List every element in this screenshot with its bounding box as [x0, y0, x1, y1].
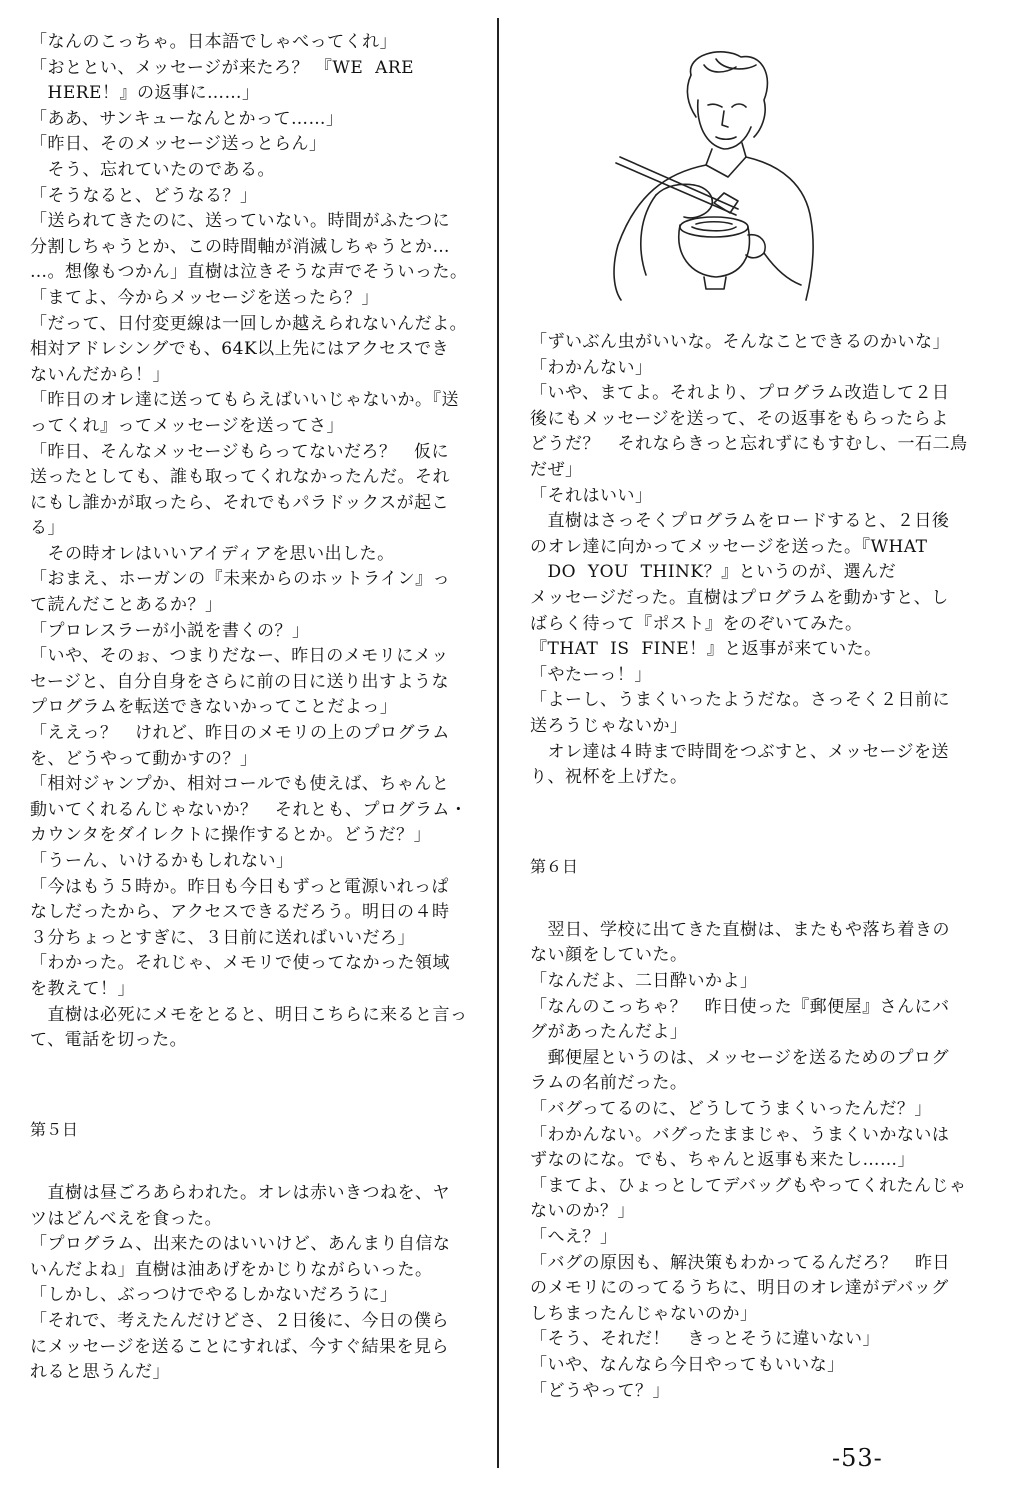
right-text-line: 「まてよ、ひょっとしてデバッグもやってくれたんじゃ	[530, 1175, 967, 1196]
left-text-line: れると思うんだ」	[30, 1362, 170, 1383]
paragraph-spacer	[30, 1143, 495, 1181]
right-text-line: 『THAT IS FINE！』と返事が来ていた。	[530, 639, 882, 660]
right-text-line: 郵便屋というのは、メッセージを送るためのプログ	[530, 1047, 949, 1068]
right-text-line: 後にもメッセージを送って、その返事をもらったらよ	[530, 408, 949, 429]
left-text-line: ないんだから！」	[30, 364, 170, 385]
left-text-line: その時オレはいいアイディアを思い出した。	[30, 543, 395, 564]
right-text-line: のメモリにのってるうちに、明日のオレ達がデバッグ	[530, 1278, 949, 1299]
right-text-line: 「ずいぶん虫がいいな。そんなことできるのかいな」	[530, 332, 950, 352]
right-column	[530, 330, 980, 1404]
paragraph-spacer	[530, 791, 980, 829]
left-text-line: を教えて！」	[30, 978, 135, 999]
left-text-line: プログラムを転送できないかってことだよっ」	[30, 697, 398, 718]
right-text-line: DO YOU THINK？』というのが、選んだ	[530, 562, 897, 583]
left-text-line: 「なんのこっちゃ。日本語でしゃべってくれ」	[30, 32, 398, 52]
left-text-line: 「まてよ、今からメッセージを送ったら？」	[30, 287, 379, 308]
section-heading: 第６日	[530, 857, 579, 877]
right-text-line: 「わかんない。バグったままじゃ、うまくいかないは	[530, 1124, 950, 1145]
left-text-line: カウンタをダイレクトに操作するとか。どうだ？」	[30, 825, 432, 846]
page-number: -53-	[832, 1444, 883, 1472]
paragraph-spacer	[530, 829, 980, 855]
right-text-line: 「バグってるのに、どうしてうまくいったんだ？」	[530, 1099, 932, 1120]
right-text-line: 送ろうじゃないか」	[530, 715, 688, 736]
right-text-line: 「どうやって？」	[530, 1380, 670, 1401]
left-text-line: 「ああ、サンキューなんとかって……」	[30, 108, 344, 129]
left-text-line: 「そうなると、どうなる？」	[30, 185, 258, 206]
left-text-line: HERE！』の返事に……」	[30, 83, 260, 104]
left-text-line: 「おととい、メッセージが来たろ？ 『WE ARE	[30, 57, 415, 78]
left-text-line: 「うーん、いけるかもしれない」	[30, 851, 294, 871]
paragraph-spacer	[30, 1054, 495, 1092]
left-text-line: を、どうやって動かすの？」	[30, 748, 258, 769]
right-text-line: 「それはいい」	[530, 485, 653, 506]
left-text-line: セージと、自分自身をさらに前の日に送り出すような	[30, 671, 449, 692]
left-text-line: て読んだことあるか？」	[30, 595, 223, 616]
left-text-line: いんだよね」直樹は油あげをかじりながらいった。	[30, 1259, 433, 1280]
right-text-line: ない顔をしていた。	[530, 945, 688, 966]
left-text-line: 「プロレスラーが小説を書くの？」	[30, 620, 310, 641]
right-text-line: ばらく待って『ポスト』をのぞいてみた。	[530, 613, 863, 634]
right-text-line: メッセージだった。直樹はプログラムを動かすと、し	[530, 587, 949, 608]
right-text-line: グがあったんだよ」	[530, 1022, 688, 1043]
left-text-line: 送ったとしても、誰も取ってくれなかったんだ。それ	[30, 467, 450, 488]
right-text-line: 「へえ？」	[530, 1227, 618, 1247]
left-text-line: 直樹は必死にメモをとると、明日こちらに来ると言っ	[30, 1004, 468, 1025]
right-text-line: 「やたーっ！」	[530, 664, 652, 685]
left-text-line: て、電話を切った。	[30, 1030, 188, 1051]
right-text-line: ラムの名前だった。	[530, 1073, 688, 1094]
right-text-line: 直樹はさっそくプログラムをロードすると、２日後	[530, 511, 950, 532]
illustration-man-eating-noodles	[596, 45, 846, 305]
right-text-line: オレ達は４時まで時間をつぶすと、メッセージを送	[530, 741, 949, 762]
left-text-line: ３分ちょっとすぎに、３日前に送ればいいだろ」	[30, 927, 415, 948]
left-text-line: 分割しちゃうとか、この時間軸が消滅しちゃうとか…	[30, 236, 450, 257]
right-text-line: 「いや、なんなら今日やってもいいな」	[530, 1354, 845, 1375]
right-text-line: どうだ？ それならきっと忘れずにもすむし、一石二鳥	[530, 434, 968, 455]
left-text-line: なしだったから、アクセスできるだろう。明日の４時	[30, 902, 450, 923]
right-text-line: ないのか？」	[530, 1201, 635, 1222]
right-text-line: だぜ」	[530, 459, 583, 480]
section-heading: 第５日	[30, 1120, 79, 1140]
right-text-line: 「いや、まてよ。それより、プログラム改造して２日	[530, 383, 950, 404]
right-text-line: 「なんだよ、二日酔いかよ」	[530, 971, 758, 992]
left-text-line: 「いや、そのぉ、つまりだなー、昨日のメモリにメッ	[30, 646, 449, 667]
right-text-line: のオレ達に向かってメッセージを送った。『WHAT	[530, 536, 928, 557]
right-text-line: 「わかんない」	[530, 357, 653, 378]
left-text-line: 「昨日、そんなメッセージもらってないだろ？ 仮に	[30, 441, 449, 462]
left-text-line: にメッセージを送ることにすれば、今すぐ結果を見ら	[30, 1336, 449, 1357]
left-text-line: 相対アドレシングでも、64K以上先にはアクセスでき	[30, 339, 450, 360]
left-text-line: 「相対ジャンプか、相対コールでも使えば、ちゃんと	[30, 774, 450, 795]
left-text-line: 「ええっ？ けれど、昨日のメモリの上のプログラム	[30, 723, 450, 744]
left-text-line: ってくれ』ってメッセージを送ってさ」	[30, 415, 344, 436]
right-text-line: 「そう、それだ！ きっとそうに違いない」	[530, 1329, 880, 1350]
left-text-line: 「昨日、そのメッセージ送っとらん」	[30, 134, 327, 155]
left-text-line: 「それで、考えたんだけどさ、２日後に、今日の僕ら	[30, 1310, 449, 1331]
right-text-line: り、祝杯を上げた。	[530, 767, 688, 788]
left-column	[30, 30, 495, 1386]
left-text-line: 「送られてきたのに、送っていない。時間がふたつに	[30, 211, 450, 232]
right-text-line: 翌日、学校に出てきた直樹は、またもや落ち着きの	[530, 919, 950, 940]
left-text-line: ツはどんべえを食った。	[30, 1208, 223, 1229]
right-text-line: 「バグの原因も、解決策もわかってるんだろ？ 昨日	[530, 1252, 950, 1273]
left-text-line: る」	[30, 518, 65, 539]
left-text-line: 「昨日のオレ達に送ってもらえばいいじゃないか。『送	[30, 390, 459, 411]
paragraph-spacer	[530, 880, 980, 918]
left-text-line: 「プログラム、出来たのはいいけど、あんまり自信な	[30, 1234, 451, 1255]
paragraph-spacer	[30, 1092, 495, 1118]
right-text-line: しちまったんじゃないのか」	[530, 1303, 758, 1324]
right-text-line: 「よーし、うまくいったようだな。さっそく２日前に	[530, 690, 950, 711]
right-text-line: ずなのにな。でも、ちゃんと返事も来たし……」	[530, 1150, 915, 1171]
left-text-line: そう、忘れていたのである。	[30, 159, 275, 180]
left-text-line: …。想像もつかん」直樹は泣きそうな声でそういった。	[30, 262, 468, 283]
left-text-line: 「しかし、ぶっつけでやるしかないだろうに」	[30, 1285, 398, 1306]
left-text-line: 「わかった。それじゃ、メモリで使ってなかった領域	[30, 953, 450, 974]
left-text-line: にもし誰かが取ったら、それでもパラドックスが起こ	[30, 492, 450, 513]
left-text-line: 動いてくれるんじゃないか？ それとも、プログラム・	[30, 799, 468, 820]
left-text-line: 「おまえ、ホーガンの『未来からのホットライン』っ	[30, 569, 451, 590]
left-text-line: 「今はもう５時か。昨日も今日もずっと電源いれっぱ	[30, 876, 449, 897]
right-text-line: 「なんのこっちゃ？ 昨日使った『郵便屋』さんにバ	[530, 996, 950, 1017]
left-text-line: 直樹は昼ごろあらわれた。オレは赤いきつねを、ヤ	[30, 1182, 450, 1203]
left-text-line: 「だって、日付変更線は一回しか越えられないんだよ。	[30, 313, 468, 334]
column-divider	[497, 18, 499, 1468]
